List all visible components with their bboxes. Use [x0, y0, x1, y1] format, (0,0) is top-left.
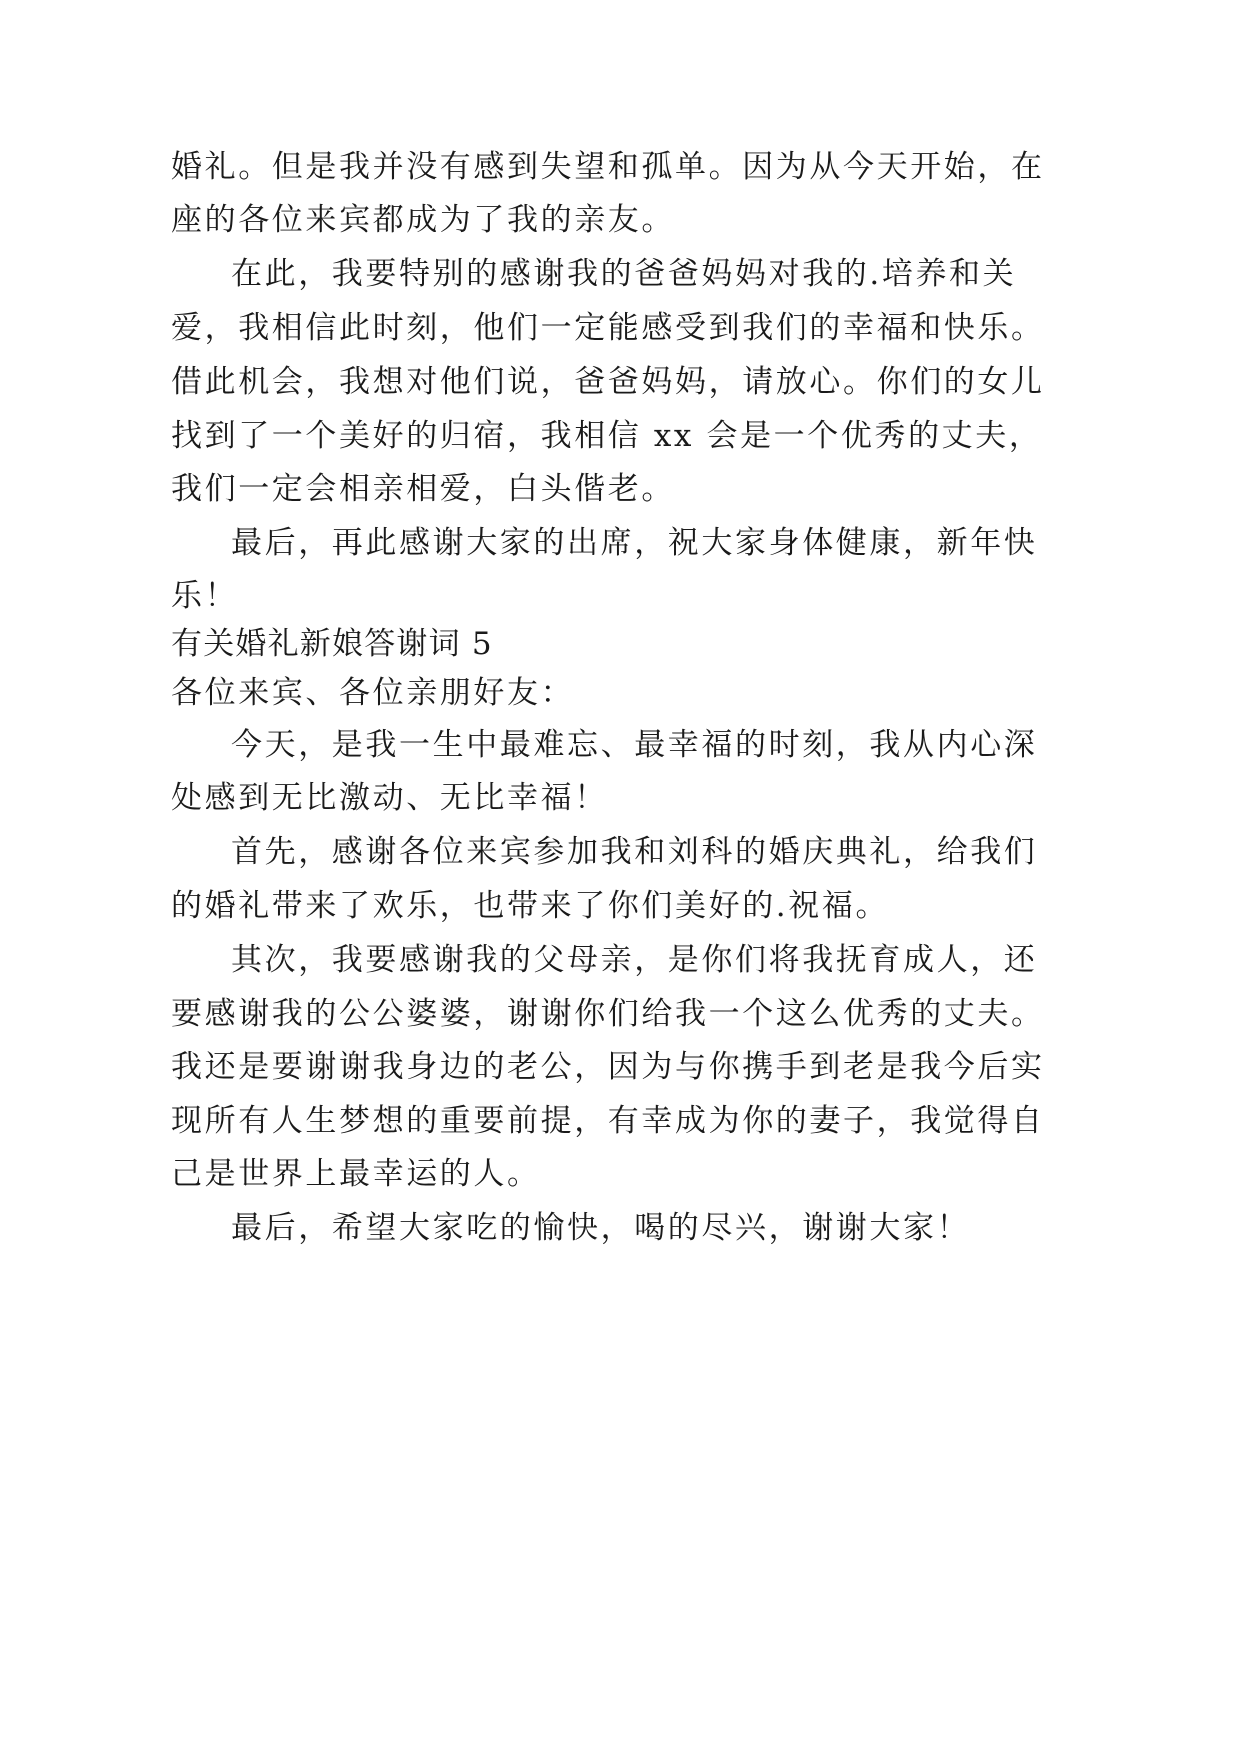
- text-line: 找到了一个美好的归宿，我相信 xx 会是一个优秀的丈夫，: [171, 418, 1043, 454]
- text-line: 最后，再此感谢大家的出席，祝大家身体健康，新年快: [231, 525, 1038, 561]
- text-line: 最后，希望大家吃的愉快，喝的尽兴，谢谢大家！: [231, 1210, 971, 1246]
- text-line: 要感谢我的公公婆婆，谢谢你们给我一个这么优秀的丈夫。: [171, 996, 1045, 1032]
- text-line: 首先，感谢各位来宾参加我和刘科的婚庆典礼，给我们: [231, 834, 1038, 870]
- text-line: 处感到无比激动、无比幸福！: [171, 780, 608, 816]
- salutation-line: 各位来宾、各位亲朋好友：: [171, 675, 575, 711]
- text-line: 我还是要谢谢我身边的老公，因为与你携手到老是我今后实: [171, 1049, 1045, 1085]
- text-line: 今天，是我一生中最难忘、最幸福的时刻，我从内心深: [231, 727, 1038, 763]
- text-line: 在此，我要特别的感谢我的爸爸妈妈对我的.培养和关: [231, 256, 1017, 292]
- text-line: 借此机会，我想对他们说，爸爸妈妈，请放心。你们的女儿: [171, 364, 1045, 400]
- text-line: 座的各位来宾都成为了我的亲友。: [171, 202, 675, 238]
- text-line: 爱，我相信此时刻，他们一定能感受到我们的幸福和快乐。: [171, 310, 1045, 346]
- text-line: 我们一定会相亲相爱，白头偕老。: [171, 471, 675, 507]
- text-line: 婚礼。但是我并没有感到失望和孤单。因为从今天开始，在: [171, 149, 1045, 185]
- text-line: 其次，我要感谢我的父母亲，是你们将我抚育成人，还: [231, 942, 1038, 978]
- text-line: 乐！: [171, 578, 239, 614]
- text-line: 的婚礼带来了欢乐，也带来了你们美好的.祝福。: [171, 888, 890, 924]
- text-line: 己是世界上最幸运的人。: [171, 1156, 541, 1192]
- section-heading: 有关婚礼新娘答谢词 5: [171, 626, 493, 662]
- text-line: 现所有人生梦想的重要前提，有幸成为你的妻子，我觉得自: [171, 1103, 1045, 1139]
